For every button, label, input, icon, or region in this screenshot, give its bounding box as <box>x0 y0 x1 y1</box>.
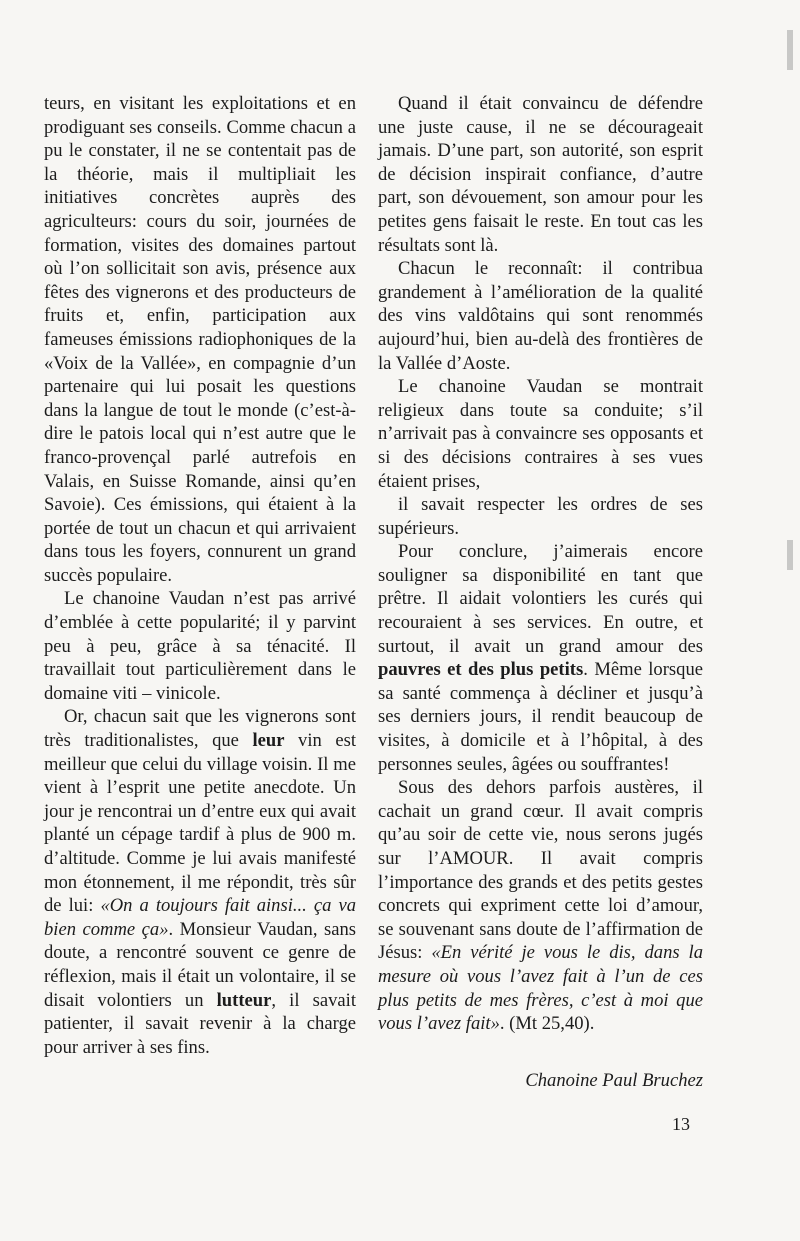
text-run: vin est meilleur que celui du village voisin. Il me vient à l’esprit une petite anecdote. Un jour je rencontrai un d’entre eux qui avait planté un cépage tardif à plus de 900 m. d’altitude. Comme je lui avais manifesté mon étonnement, il me répondit, très sûr de lui: <box>44 730 356 917</box>
page-number: 13 <box>672 1114 690 1134</box>
text-run: . (Mt 25,40). <box>499 1013 595 1035</box>
paragraph: Quand il était convaincu de défendre une juste cause, il ne se décourageait jamais. D’une part, son autorité, son esprit de décision inspirait confiance, d’autre part, son dévouement, son amour pour les petites gens faisait le reste. En tout cas les résultats sont là. <box>378 93 703 256</box>
italic-quote: «On a toujours fait ainsi... ça va bien comme ça» <box>44 895 356 940</box>
text-run: . Monsieur Vaudan, sans doute, a rencontré souvent ce genre de réflexion, mais il était un volontaire, il se disait volontiers un <box>44 918 356 1011</box>
bold-word: leur <box>252 730 285 752</box>
right-column <box>378 92 703 1036</box>
scan-edge-mark <box>787 540 793 570</box>
text-run: . Même lorsque sa santé commença à décliner et jusqu’à ses derniers jours, il rendit beaucoup de visites, à domicile et à l’hôpital, à des personnes seules, âgées ou souffrantes! <box>378 659 704 775</box>
italic-quote: «En vérité je vous le dis, dans la mesure où vous l’avez fait à l’un de ces plus petits de mes frères, c’est à moi que vous l’avez fait» <box>378 942 703 1035</box>
paragraph: Le chanoine Vaudan n’est pas arrivé d’emblée à cette popularité; il y parvint peu à peu, grâce à sa ténacité. Il travaillait tout particulièrement dans le domaine viti – vinicole. <box>44 588 356 704</box>
text-run: Pour conclure, j’aimerais encore souligner sa disponibilité en tant que prêtre. Il aidait volontiers les curés qui recouraient à ses services. En outre, et surtout, il avait un grand amour des <box>378 541 703 657</box>
scan-edge-mark <box>787 30 793 70</box>
bold-word: lutteur <box>216 989 272 1011</box>
text-run: , il savait patienter, il savait revenir à la charge pour arriver à ses fins. <box>44 989 356 1058</box>
text-run: Sous des dehors parfois austères, il cachait un grand cœur. Il avait compris qu’au soir de cette vie, nous serons jugés sur l’AMOUR. Il avait compris l’importance des grands et des petits gestes concrets qui expriment cette loi d’amour, se souvenant sans doute de l’affirmation de Jésus: <box>378 777 703 964</box>
paragraph: Chacun le reconnaît: il contribua grandement à l’amélioration de la qualité des vins valdôtains qui sont renommés aujourd’hui, bien au-delà des frontières de la Vallée d’Aoste. <box>378 258 703 374</box>
paragraph: Le chanoine Vaudan se montrait religieux dans toute sa conduite; s’il n’arrivait pas à convaincre ses opposants et si des décisions contraires à ses vues étaient prises, <box>378 376 703 492</box>
paragraph: il savait respecter les ordres de ses supérieurs. <box>378 494 703 539</box>
paragraph <box>44 705 356 1059</box>
paragraph <box>378 540 703 776</box>
text-run: Or, chacun sait que les vignerons sont très traditionalistes, que <box>44 706 356 752</box>
paragraph <box>378 776 703 1036</box>
paragraph: teurs, en visitant les exploitations et en prodiguant ses conseils. Comme chacun a pu le constater, il ne se contentait pas de la théorie, mais il multipliait les initiatives concrètes auprès des agriculteurs: cours du soir, journées de formation, visites des domaines partout où l’on sollicitait son avis, présence aux fêtes des vignerons et des producteurs de fruits et, enfin, participation aux fameuses émissions radiophoniques de la «Voix de la Vallée», en compagnie d’un partenaire qui lui posait les questions dans la langue de tout le monde (c’est-à-dire le patois local qui n’est autre que le franco-provençal parlé autrefois en Valais, en Suisse Romande, ainsi qu’en Savoie). Ces émissions, qui étaient à la portée de tout un chacun et qui arrivaient dans tous les foyers, connurent un grand succès populaire. <box>44 93 356 586</box>
bold-phrase: pauvres et des plus petits <box>378 659 584 681</box>
left-column <box>44 92 356 1059</box>
author-signature: Chanoine Paul Bruchez <box>525 1070 703 1091</box>
